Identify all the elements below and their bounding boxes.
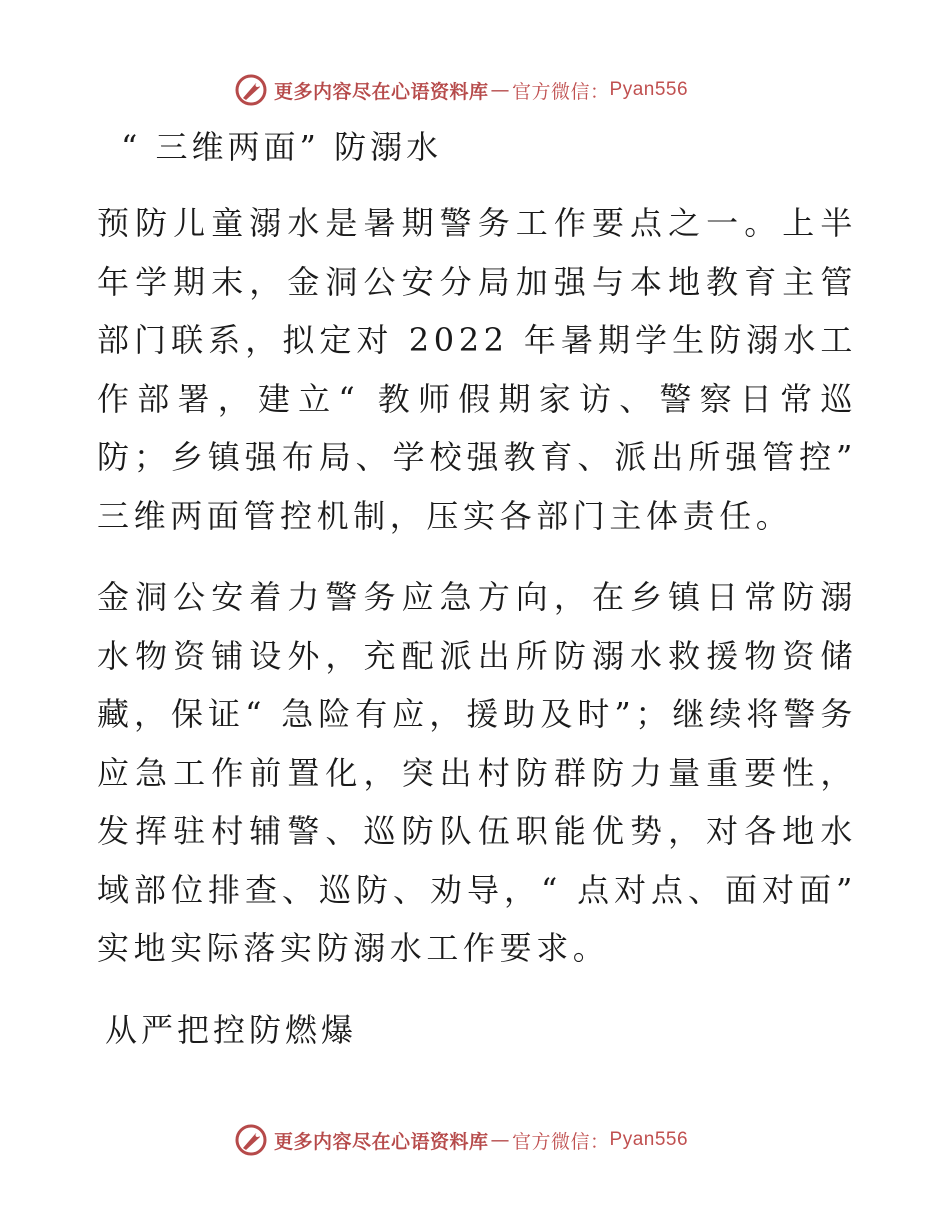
watermark-contact-label: 官方微信： (512, 1130, 610, 1153)
header-watermark (234, 72, 688, 108)
pen-nib-logo-icon (234, 73, 268, 107)
footer-watermark (234, 1122, 688, 1158)
pen-nib-logo-icon (234, 1123, 268, 1157)
watermark-contact-handle: Pyan556 (609, 1129, 689, 1150)
watermark-contact-handle: Pyan556 (609, 79, 689, 100)
watermark-separator: — (490, 1129, 511, 1151)
watermark-separator: — (490, 79, 511, 101)
paragraph-1: 预防儿童溺水是暑期警务工作要点之一。上半年学期末，金洞公安分局加强与本地教育主管部门联系，拟定对 2022 年暑期学生防溺水工作部署，建立“ 教师假期家访、警察日常巡防；乡镇强布局、学校强教育、派出所强管控” 三维两面管控机制，压实各部门主体责任。 (97, 204, 857, 535)
paragraph-2: 金洞公安着力警务应急方向，在乡镇日常防溺水物资铺设外，充配派出所防溺水救援物资储藏，保证“ 急险有应，援助及时”；继续将警务应急工作前置化，突出村防群防力量重要性，发挥驻村辅警、巡防队伍职能优势，对各地水域部位排查、巡防、劝导，“ 点对点、面对面” 实地实际落实防溺水工作要求。 (97, 578, 857, 967)
watermark-site-name: 更多内容尽在心语资料库 (274, 1130, 489, 1153)
document-body (97, 124, 857, 1059)
section-heading: “ 三维两面” 防溺水 (121, 128, 443, 166)
watermark-contact-label: 官方微信： (512, 80, 610, 103)
section-subheading: 从严把控防燃爆 (105, 1010, 358, 1049)
watermark-site-name: 更多内容尽在心语资料库 (274, 80, 489, 103)
